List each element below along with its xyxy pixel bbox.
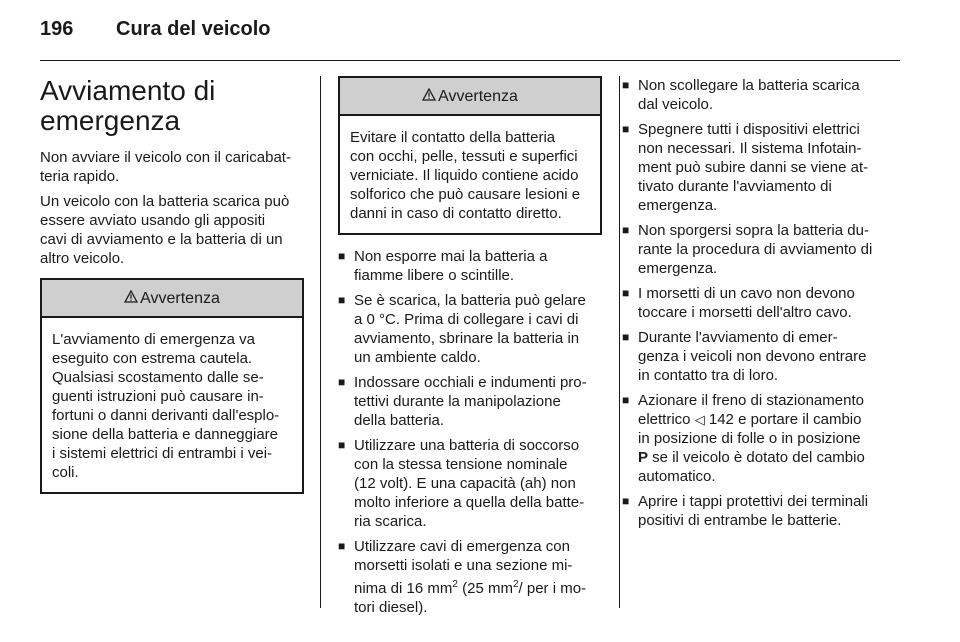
list-item: ■ Utilizzare una batteria di soccorso con la stessa tensione nominale (12 volt). E una capacità (ah) non molto inferiore a quella della batte- ria scarica.	[338, 437, 585, 530]
bullet-list	[622, 76, 904, 530]
warning-header	[340, 78, 600, 116]
list-item: ■ Azionare il freno di stazionamento elettrico ◁ 142 e portare il cambio in posizione di folle o in posizione P se il veicolo è dotato del cambio automatico.	[622, 392, 865, 485]
page-header	[40, 18, 900, 58]
square-bullet-icon: ■	[338, 249, 346, 263]
square-bullet-icon: ■	[338, 375, 346, 389]
square-bullet-icon: ■	[622, 78, 630, 92]
square-bullet-icon: ■	[622, 223, 630, 237]
bullet-list	[338, 247, 602, 617]
warning-triangle-icon	[124, 289, 138, 308]
list-item: ■ Aprire i tappi protettivi dei terminali positivi di entrambe le batterie.	[622, 493, 869, 529]
warning-text: L'avviamento di emergenza va eseguito con estrema cautela. Qualsiasi scostamento dalle se- guenti istruzioni può causare in- fortuni o danni derivanti dall'esplo- sione della batteria e danneggiare i sistemi elettrici di entrambi i vei- coli.	[52, 331, 280, 481]
list-item: ■ Durante l'avviamento di emer- genza i veicoli non devono entrare in contatto tra di loro.	[622, 329, 867, 384]
warning-box	[40, 278, 304, 494]
warning-triangle-icon	[422, 87, 436, 106]
warning-title: Avvertenza	[140, 289, 220, 307]
warning-header	[42, 280, 302, 318]
paragraph-intro: Non avviare il veicolo con il caricabat- teria rapido.	[40, 149, 291, 185]
column-2	[338, 76, 602, 623]
list-item: ■ Utilizzare cavi di emergenza con morsetti isolati e una sezione mi- nima di 16 $mm^2$ (25 $mm^2/$ per i mo- tori diesel).	[338, 538, 587, 616]
list-item: ■ Non sporgersi sopra la batteria du- rante la procedura di avviamento di emergenza.	[622, 222, 873, 277]
list-item: ■ Non esporre mai la batteria a fiamme libere o scintille.	[338, 248, 548, 284]
warning-box	[338, 76, 602, 235]
square-bullet-icon: ■	[622, 330, 630, 344]
list-item: ■ Spegnere tutti i dispositivi elettrici non necessari. Il sistema Infotain- ment può subire danni se viene at- tivato durante l'avviamento di emergenza.	[622, 121, 869, 214]
column-3	[622, 76, 904, 536]
column-divider-right	[619, 76, 620, 608]
chapter-title: Cura del veicolo	[116, 18, 271, 40]
warning-text: Evitare il contatto della batteria con occhi, pelle, tessuti e superfici verniciate. Il liquido contiene acido solforico che può causare lesioni e danni in caso di contatto diretto.	[350, 129, 581, 222]
square-bullet-icon: ■	[622, 122, 630, 136]
square-bullet-icon: ■	[622, 286, 630, 300]
list-item: ■ Indossare occhiali e indumenti pro- tettivi durante la manipolazione della batteria.	[338, 374, 587, 429]
paragraph-description: Un veicolo con la batteria scarica può essere avviato usando gli appositi cavi di avviamento e la batteria di un altro veicolo.	[40, 193, 290, 267]
section-title: Avviamento di emergenza	[40, 75, 216, 136]
square-bullet-icon: ■	[338, 293, 346, 307]
square-bullet-icon: ■	[622, 393, 630, 407]
column-divider-left	[320, 76, 321, 608]
list-item: ■ Se è scarica, la batteria può gelare a 0 °C. Prima di collegare i cavi di avviamento, sbrinare la batteria in un ambiente caldo.	[338, 292, 586, 366]
page-number: 196	[40, 18, 74, 40]
square-bullet-icon: ■	[338, 438, 346, 452]
header-rule	[40, 60, 900, 61]
column-1	[40, 76, 304, 494]
list-item: ■ I morsetti di un cavo non devono toccare i morsetti dell'altro cavo.	[622, 285, 855, 321]
square-bullet-icon: ■	[338, 539, 346, 553]
square-bullet-icon: ■	[622, 494, 630, 508]
warning-title: Avvertenza	[438, 87, 518, 105]
list-item: ■ Non scollegare la batteria scarica dal veicolo.	[622, 77, 860, 113]
page-reference-arrow-icon: ◁	[694, 412, 705, 427]
